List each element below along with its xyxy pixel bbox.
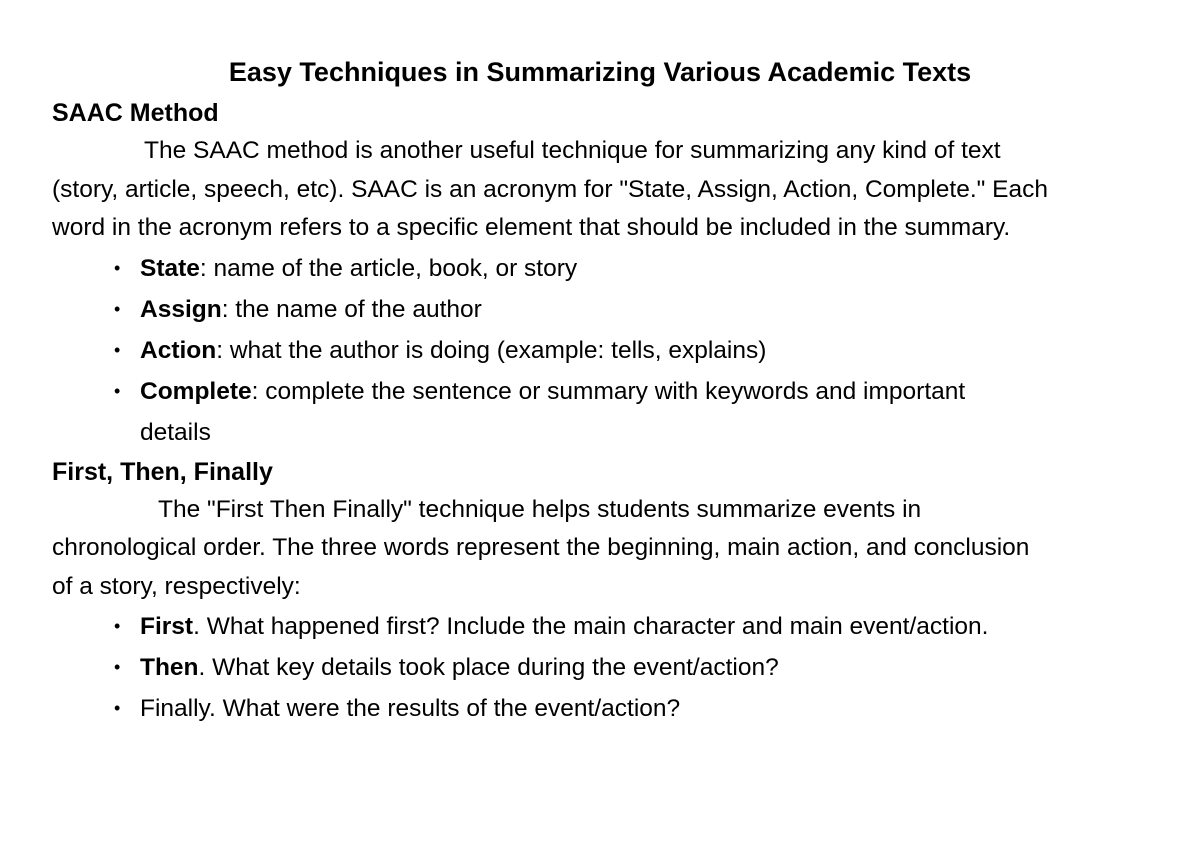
bullet-list [52,606,1172,729]
document-page [52,52,1172,729]
list-item: • Complete: complete the sentence or summary with keywords and important details [114,371,1000,453]
section-heading: SAAC Method [52,99,219,127]
bullet-icon: • [114,257,121,278]
list-item: • Finally. What were the results of the event/action? [114,688,1180,729]
list-item: • Action: what the author is doing (example: tells, explains) [114,330,1000,371]
document-title: Easy Techniques in Summarizing Various Academic Texts [228,57,972,87]
section-paragraph: The "First Then Finally" technique helps students summarize events in chronological order. The three words represent the beginning, main action, and conclusion of a story, respectively: [52,495,1030,600]
list-item: • First. What happened first? Include the main character and main event/action. [114,606,1180,647]
bullet-icon: • [114,339,121,360]
bullet-list [52,248,1172,453]
bullet-icon: • [114,616,121,636]
bullet-icon: • [114,698,121,718]
section-paragraph: The SAAC method is another useful technique for summarizing any kind of text (story, article, speech, etc). SAAC is an acronym for "State, Assign, Action, Complete." Each word in the acronym refers to a specific element that should be included in the summary. [52,137,1048,241]
section-heading: First, Then, Finally [52,457,273,486]
list-item: • Then. What key details took place during the event/action? [114,647,1180,688]
list-item: • Assign: the name of the author [114,289,1000,330]
list-item: • State: name of the article, book, or story [114,248,1000,289]
section-first-then-finally [52,453,1172,730]
section-saac-method [52,94,1172,453]
bullet-icon: • [114,380,121,401]
bullet-icon: • [114,298,121,319]
bullet-icon: • [114,657,121,677]
